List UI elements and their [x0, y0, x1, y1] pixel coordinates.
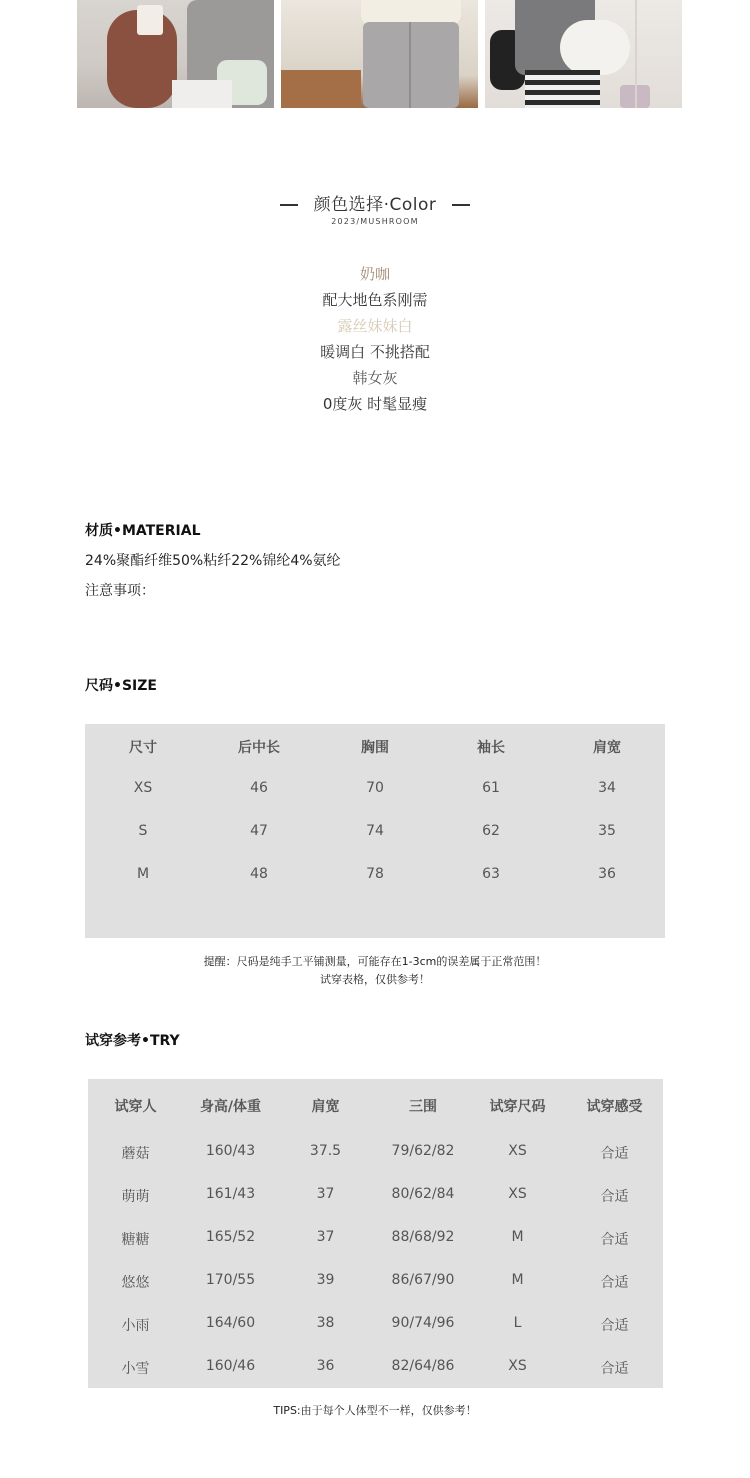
size-header-cell: 尺寸 [129, 740, 157, 756]
color-line: 露丝妹妹白 [337, 317, 413, 335]
try-cell: M [511, 1229, 524, 1245]
size-header-cell: 后中长 [238, 740, 280, 756]
size-cell: 47 [250, 823, 268, 839]
try-cell: XS [508, 1358, 527, 1374]
try-cell: 蘑菇 [121, 1146, 150, 1162]
color-line: 暖调白 不挑搭配 [320, 343, 430, 361]
try-cell: 161/43 [205, 1186, 256, 1202]
size-cell: 61 [482, 780, 500, 796]
color-section-title [0, 190, 750, 215]
try-cell: 82/64/86 [391, 1358, 455, 1374]
size-note-line-2: 试穿表格，仅供参考！ [320, 973, 430, 986]
try-cell: M [511, 1272, 524, 1288]
try-cell: 合适 [600, 1275, 629, 1291]
try-cell: XS [508, 1143, 527, 1159]
size-cell: 35 [598, 823, 616, 839]
care-notes-label: 注意事项： [85, 583, 155, 599]
size-cell: 78 [366, 866, 384, 882]
try-table-header [88, 1096, 663, 1116]
try-cell: 糖糖 [121, 1232, 150, 1248]
size-cell: XS [133, 780, 153, 796]
size-cell: 74 [366, 823, 384, 839]
try-cell: 37.5 [309, 1143, 342, 1159]
try-cell: 合适 [600, 1232, 629, 1248]
try-cell: 160/46 [205, 1358, 256, 1374]
try-cell: 164/60 [205, 1315, 256, 1331]
size-cell: 48 [250, 866, 268, 882]
try-cell: 37 [316, 1186, 335, 1202]
try-table-row [88, 1272, 663, 1292]
color-title-text: 颜色选择·Color [313, 195, 437, 215]
material-composition: 24%聚酯纤维50%粘纤22%锦纶4%氨纶 [85, 553, 341, 569]
color-line: 配大地色系刚需 [322, 291, 428, 309]
try-cell: 79/62/82 [391, 1143, 455, 1159]
try-cell: 38 [316, 1315, 335, 1331]
size-note-line-1: 提醒：尺码是纯手工平铺测量，可能存在1-3cm的误差属于正常范围！ [203, 955, 547, 968]
try-heading: 试穿参考•TRY [85, 1033, 180, 1049]
try-table-row [88, 1186, 663, 1206]
product-photo-3 [485, 0, 682, 108]
size-header-cell: 肩宽 [593, 740, 621, 756]
try-tips: TIPS:由于每个人体型不一样，仅供参考！ [273, 1404, 477, 1417]
try-header-cell: 三围 [409, 1099, 437, 1115]
try-cell: XS [508, 1186, 527, 1202]
material-heading: 材质•MATERIAL [85, 523, 201, 539]
size-cell: S [138, 823, 148, 839]
size-header-cell: 袖长 [477, 740, 505, 756]
try-table-row [88, 1229, 663, 1249]
title-dash-left [280, 204, 298, 206]
try-table-row [88, 1143, 663, 1163]
try-cell: 80/62/84 [391, 1186, 455, 1202]
color-section-subtitle: 2023/MUSHROOM [331, 217, 419, 226]
try-cell: 合适 [600, 1318, 629, 1334]
color-description-list [0, 261, 750, 417]
try-table-row [88, 1358, 663, 1378]
try-cell: 90/74/96 [391, 1315, 455, 1331]
try-cell: 86/67/90 [391, 1272, 455, 1288]
product-photo-2 [281, 0, 478, 108]
try-cell: 37 [316, 1229, 335, 1245]
try-header-cell: 试穿感受 [586, 1099, 643, 1115]
try-table-row [88, 1315, 663, 1335]
try-cell: 合适 [600, 1361, 629, 1377]
size-cell: 36 [598, 866, 616, 882]
size-table-row [85, 823, 665, 843]
size-cell: 70 [366, 780, 384, 796]
try-header-cell: 试穿人 [114, 1099, 157, 1115]
try-header-cell: 身高/体重 [199, 1099, 262, 1115]
try-cell: 萌萌 [121, 1189, 150, 1205]
try-cell: 160/43 [205, 1143, 256, 1159]
try-cell: L [513, 1315, 522, 1331]
size-table-row [85, 866, 665, 886]
try-header-cell: 试穿尺码 [489, 1099, 546, 1115]
try-cell: 88/68/92 [391, 1229, 455, 1245]
size-table-row [85, 780, 665, 800]
try-cell: 小雪 [121, 1361, 150, 1377]
color-line: 奶咖 [359, 265, 390, 283]
try-cell: 170/55 [205, 1272, 256, 1288]
try-header-cell: 肩宽 [311, 1099, 340, 1115]
try-cell: 悠悠 [121, 1275, 150, 1291]
try-cell: 合适 [600, 1146, 629, 1162]
size-table-header [85, 737, 665, 757]
product-photo-1 [77, 0, 274, 108]
size-header-cell: 胸围 [361, 740, 389, 756]
color-line: 韩女灰 [352, 369, 398, 387]
try-cell: 合适 [600, 1189, 629, 1205]
try-cell: 小雨 [121, 1318, 150, 1334]
size-table [85, 724, 665, 938]
try-cell: 165/52 [205, 1229, 256, 1245]
size-cell: 34 [598, 780, 616, 796]
size-cell: M [136, 866, 150, 882]
size-heading: 尺码•SIZE [85, 678, 157, 694]
try-table [88, 1079, 663, 1388]
size-cell: 63 [482, 866, 500, 882]
color-line: 0度灰 时髦显瘦 [322, 395, 428, 413]
size-cell: 46 [250, 780, 268, 796]
size-cell: 62 [482, 823, 500, 839]
try-cell: 36 [316, 1358, 335, 1374]
title-dash-right [452, 204, 470, 206]
try-cell: 39 [316, 1272, 335, 1288]
